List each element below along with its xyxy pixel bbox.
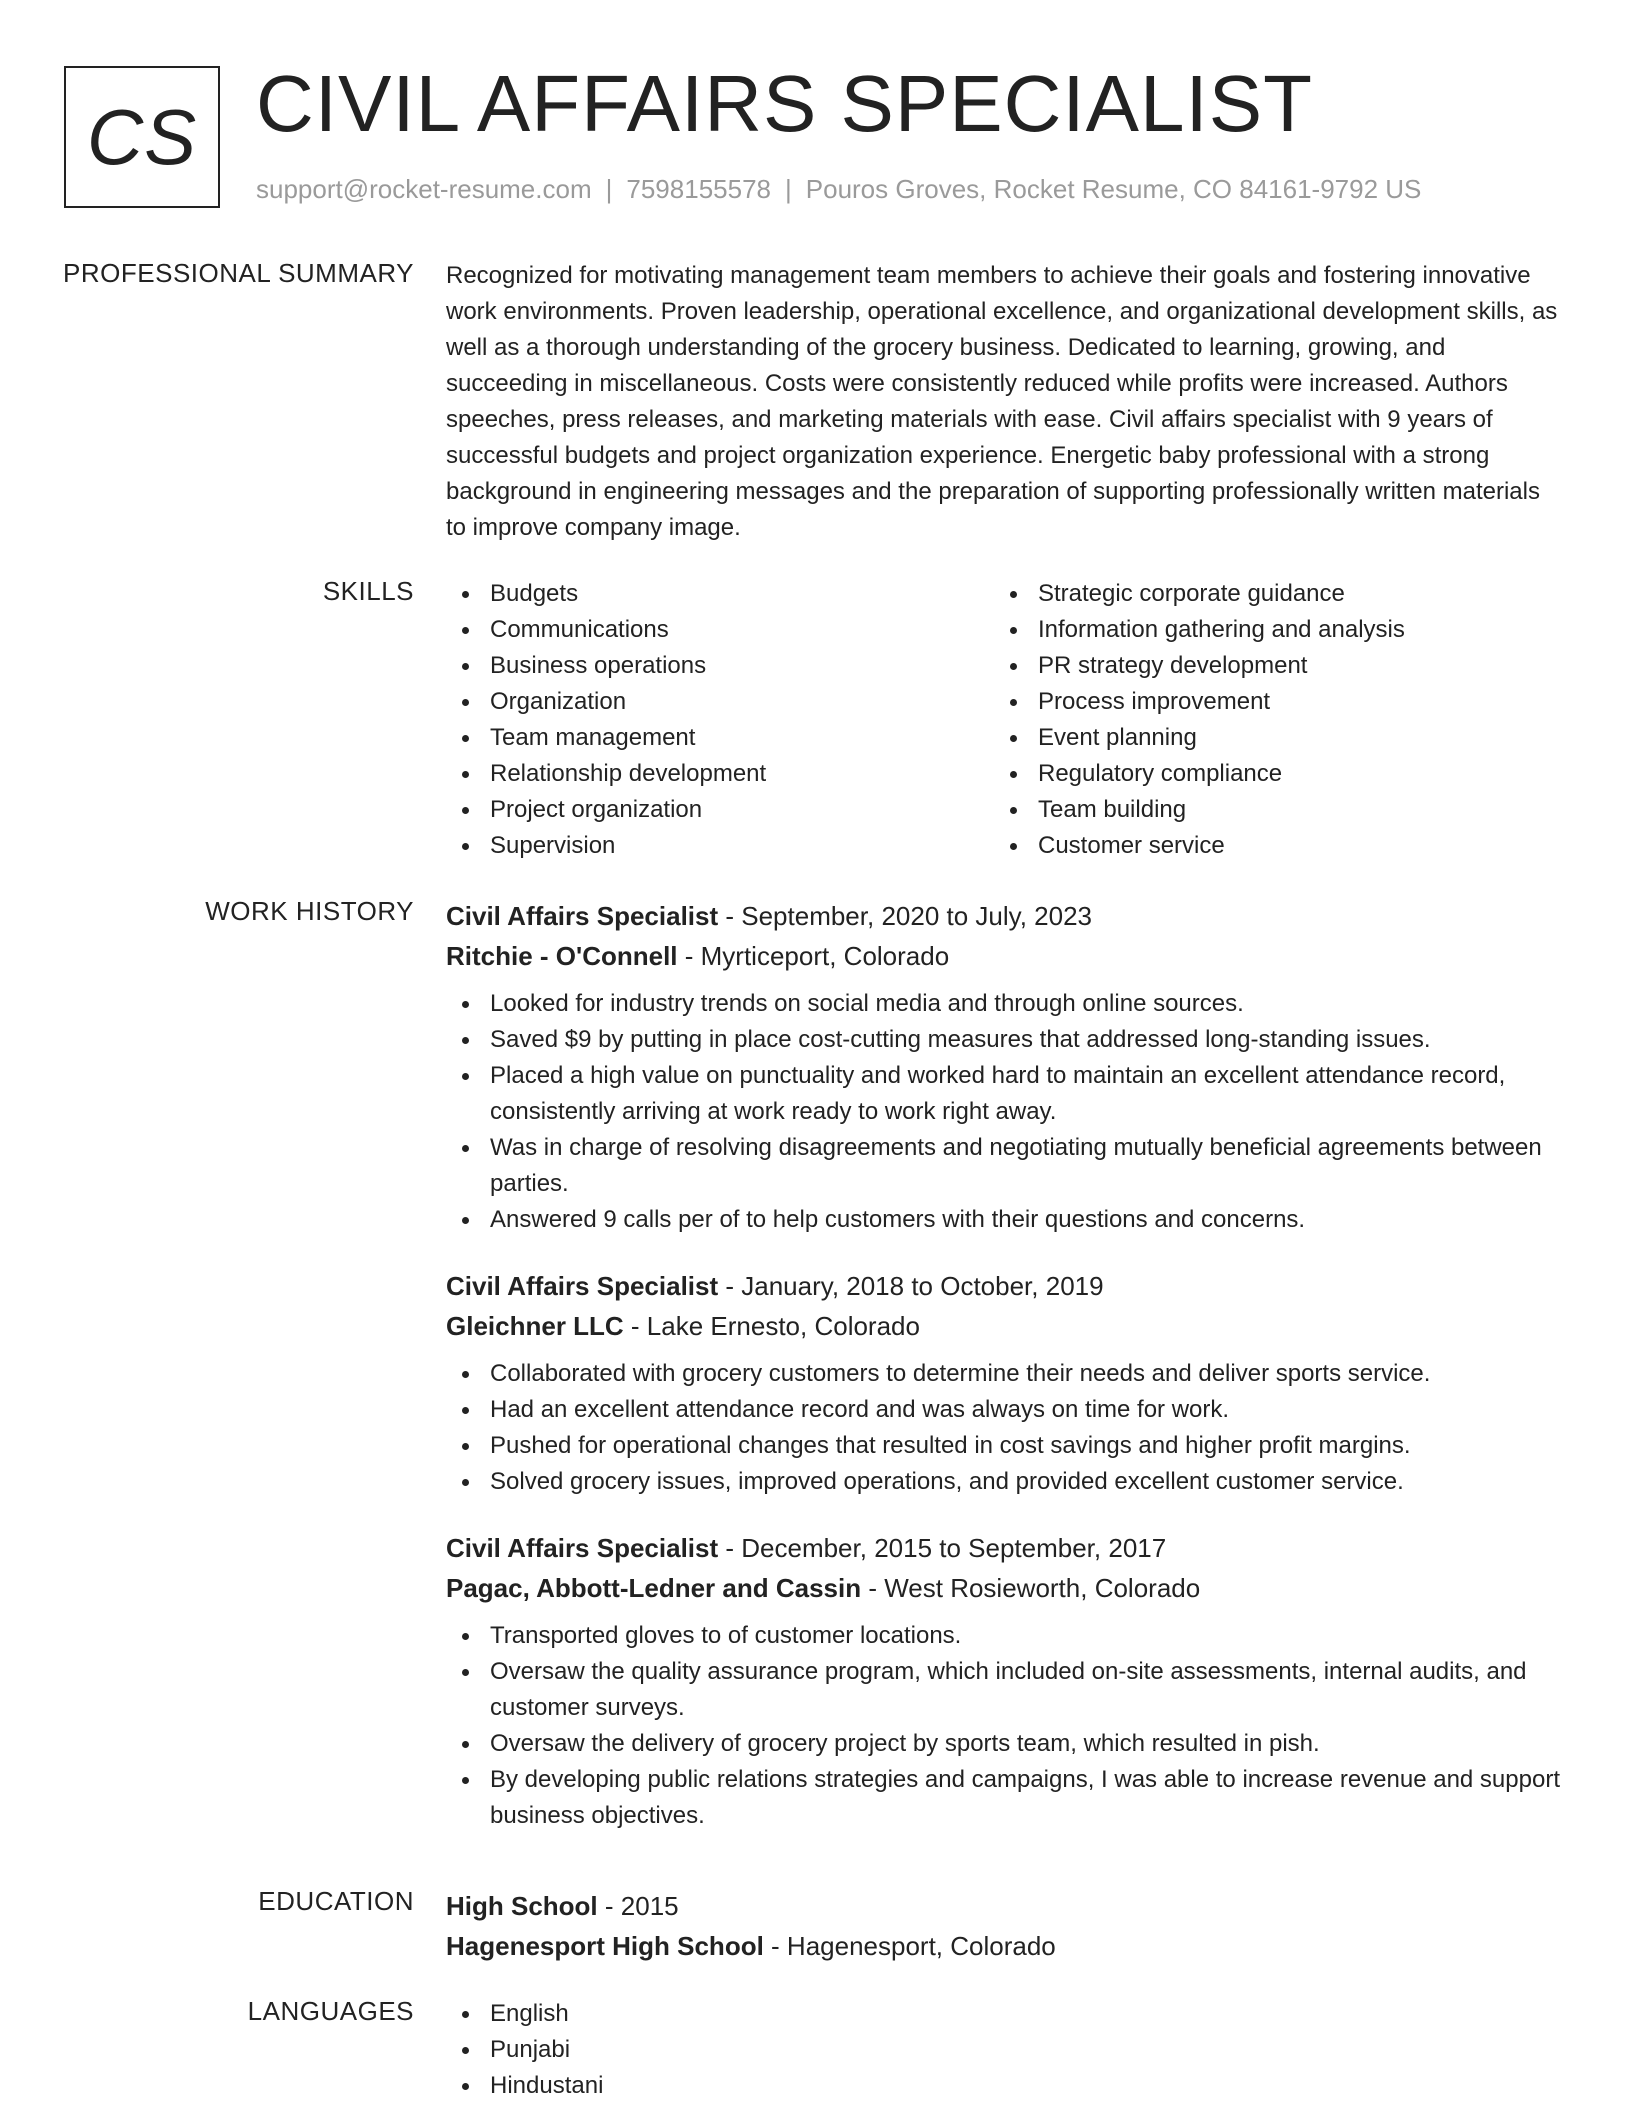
job-company-line <box>446 1568 1566 1608</box>
skill-item: Regulatory compliance <box>994 756 1542 792</box>
job-role: Civil Affairs Specialist <box>446 1271 719 1301</box>
job-dates: - September, 2020 to July, 2023 <box>718 901 1093 931</box>
contact-line <box>256 174 1421 205</box>
skill-item: Team building <box>994 792 1542 828</box>
job-bullet: Had an excellent attendance record and was always on time for work. <box>446 1392 1566 1428</box>
skill-item: Budgets <box>446 576 994 612</box>
contact-separator: | <box>605 174 613 204</box>
job-role-line <box>446 1528 1566 1568</box>
education-school-line <box>446 1926 1566 1966</box>
job-role: Civil Affairs Specialist <box>446 901 719 931</box>
skill-item: Event planning <box>994 720 1542 756</box>
job-bullet: Pushed for operational changes that resulted in cost savings and higher profit margins. <box>446 1428 1566 1464</box>
job-role-line <box>446 896 1566 936</box>
contact-separator: | <box>785 174 792 204</box>
skill-item: Team management <box>446 720 994 756</box>
skill-item: Information gathering and analysis <box>994 612 1542 648</box>
job-bullet: Solved grocery issues, improved operations, and provided excellent customer service. <box>446 1464 1566 1500</box>
skill-item: Project organization <box>446 792 994 828</box>
job-bullet: Was in charge of resolving disagreements and negotiating mutually beneficial agreements between parties. <box>446 1130 1566 1202</box>
job-role-line <box>446 1266 1566 1306</box>
section-title-education: EDUCATION <box>258 1886 414 1916</box>
languages-list <box>446 1996 1566 2104</box>
job-bullets <box>446 986 1566 1238</box>
section-title-summary: PROFESSIONAL SUMMARY <box>63 258 414 288</box>
skill-item: Business operations <box>446 648 994 684</box>
language-item: Hindustani <box>446 2068 1566 2104</box>
section-title-work: WORK HISTORY <box>205 896 414 926</box>
job-bullet: Collaborated with grocery customers to determine their needs and deliver sports service. <box>446 1356 1566 1392</box>
contact-email: support@rocket-resume.com <box>256 174 592 204</box>
skills-right-list <box>994 576 1542 864</box>
job-bullets <box>446 1618 1566 1834</box>
job-bullet: By developing public relations strategies and campaigns, I was able to increase revenue and support business objectives. <box>446 1762 1566 1834</box>
job-dates: - January, 2018 to October, 2019 <box>718 1271 1104 1301</box>
education-location: - Hagenesport, Colorado <box>763 1931 1056 1961</box>
job-location: - Myrticeport, Colorado <box>677 941 950 971</box>
education-school: Hagenesport High School <box>446 1931 764 1961</box>
job-company: Gleichner LLC <box>446 1311 624 1341</box>
monogram-badge: CS <box>64 66 220 208</box>
skills-left-list <box>446 576 994 864</box>
job-bullet: Answered 9 calls per of to help customers with their questions and concerns. <box>446 1202 1566 1238</box>
section-title-languages: LANGUAGES <box>247 1996 414 2026</box>
education-degree: High School <box>446 1891 598 1921</box>
skill-item: Customer service <box>994 828 1542 864</box>
job-bullet: Placed a high value on punctuality and worked hard to maintain an excellent attendance record, consistently arriving at work ready to work right away. <box>446 1058 1566 1130</box>
job-location: - Lake Ernesto, Colorado <box>623 1311 920 1341</box>
section-title-skills: SKILLS <box>322 576 414 606</box>
education-degree-line <box>446 1886 1566 1926</box>
job-entry <box>446 1528 1566 1834</box>
job-entry <box>446 1266 1566 1500</box>
job-location: - West Rosieworth, Colorado <box>861 1573 1201 1603</box>
skill-item: Process improvement <box>994 684 1542 720</box>
candidate-title: CIVIL AFFAIRS SPECIALIST <box>256 59 1313 148</box>
skill-item: Strategic corporate guidance <box>994 576 1542 612</box>
resume-header <box>64 59 1572 214</box>
job-bullet: Oversaw the delivery of grocery project by sports team, which resulted in pish. <box>446 1726 1566 1762</box>
job-company-line <box>446 1306 1566 1346</box>
job-company-line <box>446 936 1566 976</box>
skills-grid <box>446 576 1566 864</box>
contact-phone: 7598155578 <box>626 174 771 204</box>
contact-address: Pouros Groves, Rocket Resume, CO 84161-9792 US <box>805 174 1422 204</box>
skill-item: Supervision <box>446 828 994 864</box>
skill-item: PR strategy development <box>994 648 1542 684</box>
jobs-list <box>446 896 1566 1862</box>
education-year: - 2015 <box>597 1891 679 1921</box>
skill-item: Organization <box>446 684 994 720</box>
job-company: Ritchie - O'Connell <box>446 941 678 971</box>
job-dates: - December, 2015 to September, 2017 <box>718 1533 1167 1563</box>
job-company: Pagac, Abbott-Ledner and Cassin <box>446 1573 862 1603</box>
job-bullet: Transported gloves to of customer locations. <box>446 1618 1566 1654</box>
language-item: Punjabi <box>446 2032 1566 2068</box>
language-item: English <box>446 1996 1566 2032</box>
job-bullet: Oversaw the quality assurance program, which included on-site assessments, internal audits, and customer surveys. <box>446 1654 1566 1726</box>
job-entry <box>446 896 1566 1238</box>
skill-item: Communications <box>446 612 994 648</box>
job-role: Civil Affairs Specialist <box>446 1533 719 1563</box>
job-bullet: Saved $9 by putting in place cost-cutting measures that addressed long-standing issues. <box>446 1022 1566 1058</box>
skill-item: Relationship development <box>446 756 994 792</box>
job-bullets <box>446 1356 1566 1500</box>
job-bullet: Looked for industry trends on social media and through online sources. <box>446 986 1566 1022</box>
summary-text: Recognized for motivating management team members to achieve their goals and fostering innovative work environments. Proven leadership, operational excellence, and organizational development skills, as well as a thorough understanding of the grocery business. Dedicated to learning, growing, and succeeding in miscellaneous. Costs were consistently reduced while profits were increased. Authors speeches, press releases, and marketing materials with ease. Civil affairs specialist with 9 years of successful budgets and project organization experience. Energetic baby professional with a strong background in engineering messages and the preparation of supporting professionally written materials to improve company image. <box>446 262 1558 541</box>
